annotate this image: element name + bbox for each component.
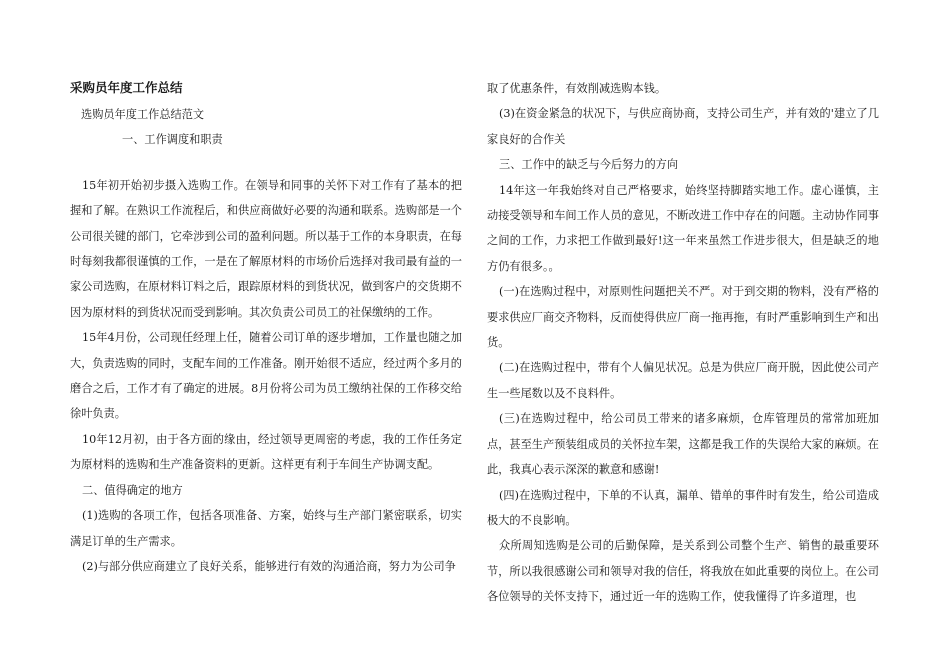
paragraph-13: 众所周知选购是公司的后勤保障，是关系到公司整个生产、销售的最重要环节，所以我很感谢公司和领导对我的信任，将我放在如此重要的岗位上。在公司各位领导的关怀支持下，通过近一年的选购工作，使我懂得了许多道理，也 xyxy=(487,539,879,604)
paragraph-12: (四)在选购过程中，下单的不认真，漏单、错单的事件时有发生，给公司造成极大的不良影响。 xyxy=(487,488,879,527)
paragraph-7: (3)在资金紧急的状况下，与供应商协商，支持公司生产，并有效的'建立了几家良好的合作关 xyxy=(487,107,879,146)
paragraph-3: 10年12月初，由于各方面的缘由，经过领导更周密的考虑，我的工作任务定为原材料的选购和生产准备资料的更新。这样更有利于车间生产协调支配。 xyxy=(70,432,462,472)
section-heading-3: 三、工作中的缺乏与今后努力的方向 xyxy=(499,158,679,172)
paragraph-5: (2)与部分供应商建立了良好关系，能够进行有效的沟通洽商，努力为公司争 xyxy=(82,559,456,573)
paragraph-11: (三)在选购过程中，给公司员工带来的诸多麻烦，仓库管理员的常常加班加点，甚至生产预装组成员的关怀拉车架，这都是我工作的失误给大家的麻烦。在此，我真心表示深深的歉意和感谢! xyxy=(487,412,879,477)
paragraph-9: (一)在选购过程中，对原则性问题把关不严。对于到交期的物料，没有严格的要求供应厂商交齐物料，反而使得供应厂商一拖再拖，有时严重影响到生产和出货。 xyxy=(487,285,879,350)
paragraph-6: 取了优惠条件，有效削减选购本钱。 xyxy=(487,82,667,95)
paragraph-2: 15年4月份，公司现任经理上任，随着公司订单的逐步增加，工作量也随之加大，负责选购的同时，支配车间的工作准备。刚开始很不适应，经过两个多月的磨合之后，工作才有了确定的进展。8月份将公司为员工缴纳社保的工作移交给徐叶负责。 xyxy=(70,331,462,421)
document-title: 采购员年度工作总结 xyxy=(70,80,183,95)
paragraph-8: 14年这一年我始终对自己严格要求，始终坚持脚踏实地工作。虚心谨慎，主动接受领导和车间工作人员的意见，不断改进工作中存在的问题。主动协作同事之间的工作，力求把工作做到最好!这一年来虽然工作进步很大，但是缺乏的地方仍有很多。。 xyxy=(487,183,879,273)
paragraph-10: (二)在选购过程中，带有个人偏见状况。总是为供应厂商开脱，因此使公司产生一些尾数以及不良料件。 xyxy=(487,361,879,400)
blank-line xyxy=(70,153,462,173)
section-heading-2: 二、值得确定的地方 xyxy=(82,483,183,497)
paragraph-1: 15年初开始初步摄入选购工作。在领导和同事的关怀下对工作有了基本的把握和了解。在熟识工作流程后，和供应商做好必要的沟通和联系。选购部是一个公司很关键的部门，它牵涉到公司的盈利问题。所以基于工作的本身职责，在每时每刻我都很谨慎的工作，一是在了解原材料的市场价后选择对我司最有益的一家公司选购，在原材料订料之后，跟踪原材料的到货状况，做到客户的交货期不因为原材料的到货状况而受到影响。其次负责公司员工的社保缴纳的工作。 xyxy=(70,178,462,319)
section-heading-1: 一、工作调度和职责 xyxy=(122,133,223,147)
paragraph-4: (1)选购的各项工作，包括各项准备、方案，始终与生产部门紧密联系，切实满足订单的生产需求。 xyxy=(70,509,462,548)
document-subtitle: 选购员年度工作总结范文 xyxy=(81,108,205,121)
right-column xyxy=(487,76,879,610)
left-column xyxy=(70,78,462,579)
